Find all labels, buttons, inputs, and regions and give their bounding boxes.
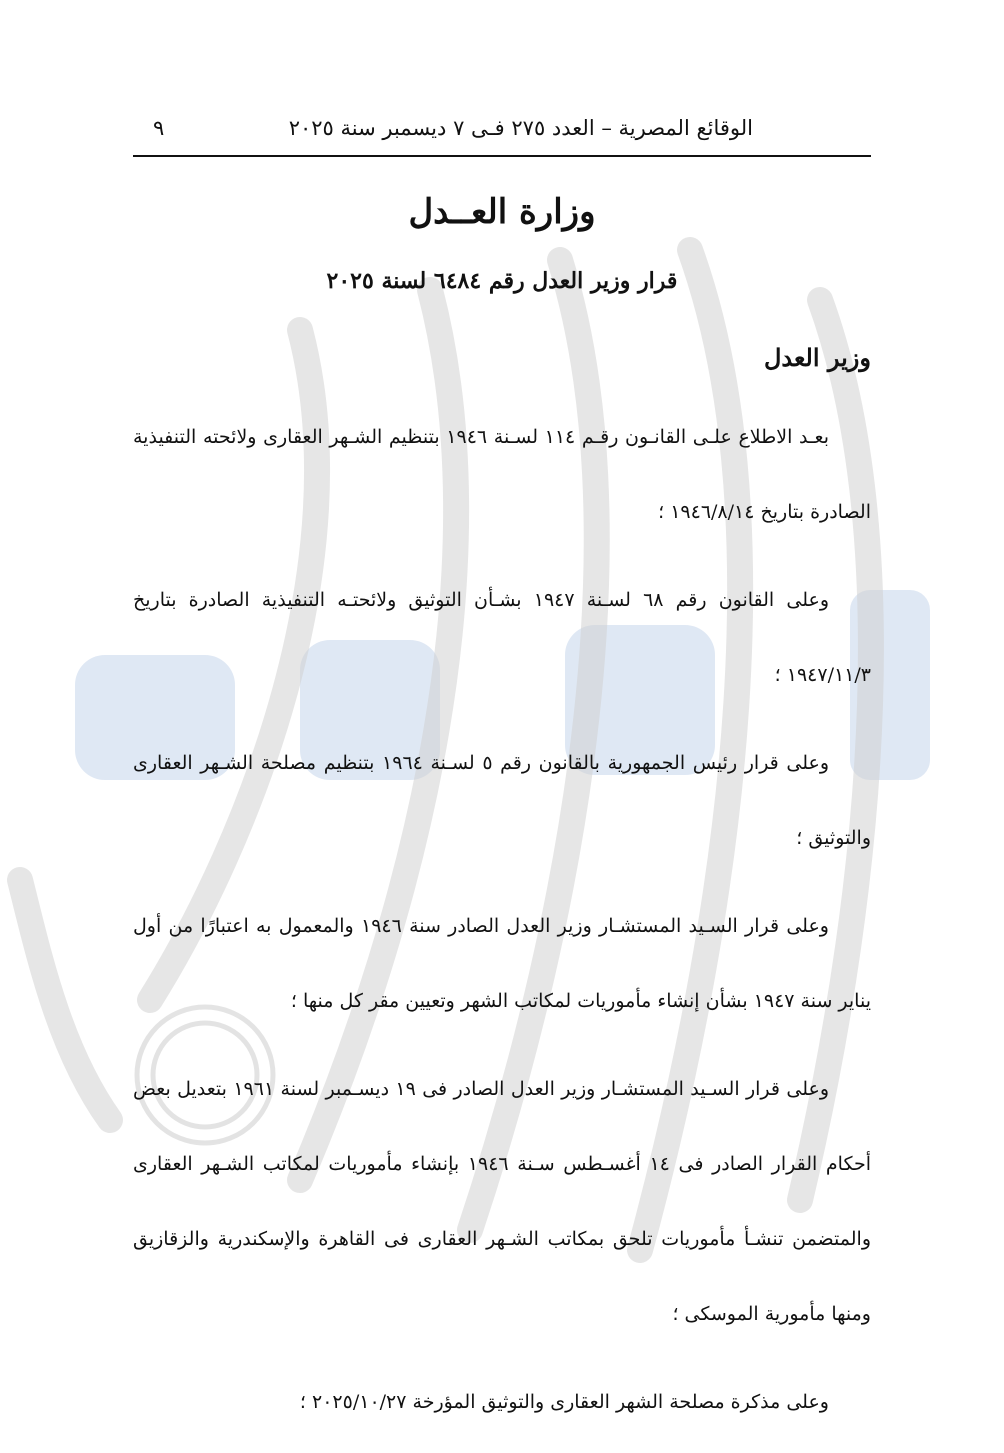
- paragraph: وعلى مذكرة مصلحة الشهر العقارى والتوثيق المؤرخة ٢٠٢٥/١٠/٢٧ ؛: [299, 1391, 829, 1413]
- ministry-title: وزارة العــدل: [408, 192, 596, 232]
- decree-body: [133, 400, 871, 1453]
- running-header: [133, 112, 871, 152]
- header-divider: [133, 155, 871, 157]
- paragraph: وعلى قرار رئيس الجمهورية بالقانون رقم ٥ لسـنة ١٩٦٤ بتنظيم مصلحة الشـهر العقارى والتوثيق ؛: [133, 752, 871, 849]
- paragraph: وعلى قرار السـيد المستشـار وزير العدل الصادر سنة ١٩٤٦ والمعمول به اعتبارًا من أول يناير سنة ١٩٤٧ بشأن إنشاء مأموريات لمكاتب الشهر وتعيين مقر كل منها ؛: [133, 915, 871, 1012]
- paragraph: وعلى القانون رقم ٦٨ لسـنة ١٩٤٧ بشـأن التوثيق ولائحتـه التنفيذية الصادرة بتاريخ ١٩٤٧/١١/٣ ؛: [133, 589, 871, 686]
- issuer-heading: وزير العدل: [763, 343, 871, 372]
- decree-title: قرار وزير العدل رقم ٦٤٨٤ لسنة ٢٠٢٥: [326, 268, 678, 294]
- paragraph: وعلى قرار السـيد المستشـار وزير العدل الصادر فى ١٩ ديسـمبر لسنة ١٩٦١ بتعديل بعض أحكام القرار الصادر فى ١٤ أغسـطس سـنة ١٩٤٦ بإنشاء مأموريات لمكاتب الشـهر العقارى والمتضمن تنشـأ مأموريات تلحق بمكاتب الشـهر العقارى فى القاهرة والإسكندرية والزقازيق ومنها مأمورية الموسكى ؛: [133, 1078, 871, 1325]
- running-header-title: الوقائع المصرية – العدد ٢٧٥ فـى ٧ ديسمبر سنة ٢٠٢٥: [288, 116, 753, 140]
- paragraph: بعـد الاطلاع علـى القانـون رقـم ١١٤ لسـنة ١٩٤٦ بتنظيم الشـهر العقارى ولائحته التنفيذية الصادرة بتاريخ ١٩٤٦/٨/١٤ ؛: [133, 426, 871, 523]
- page-number: ٩: [153, 116, 165, 140]
